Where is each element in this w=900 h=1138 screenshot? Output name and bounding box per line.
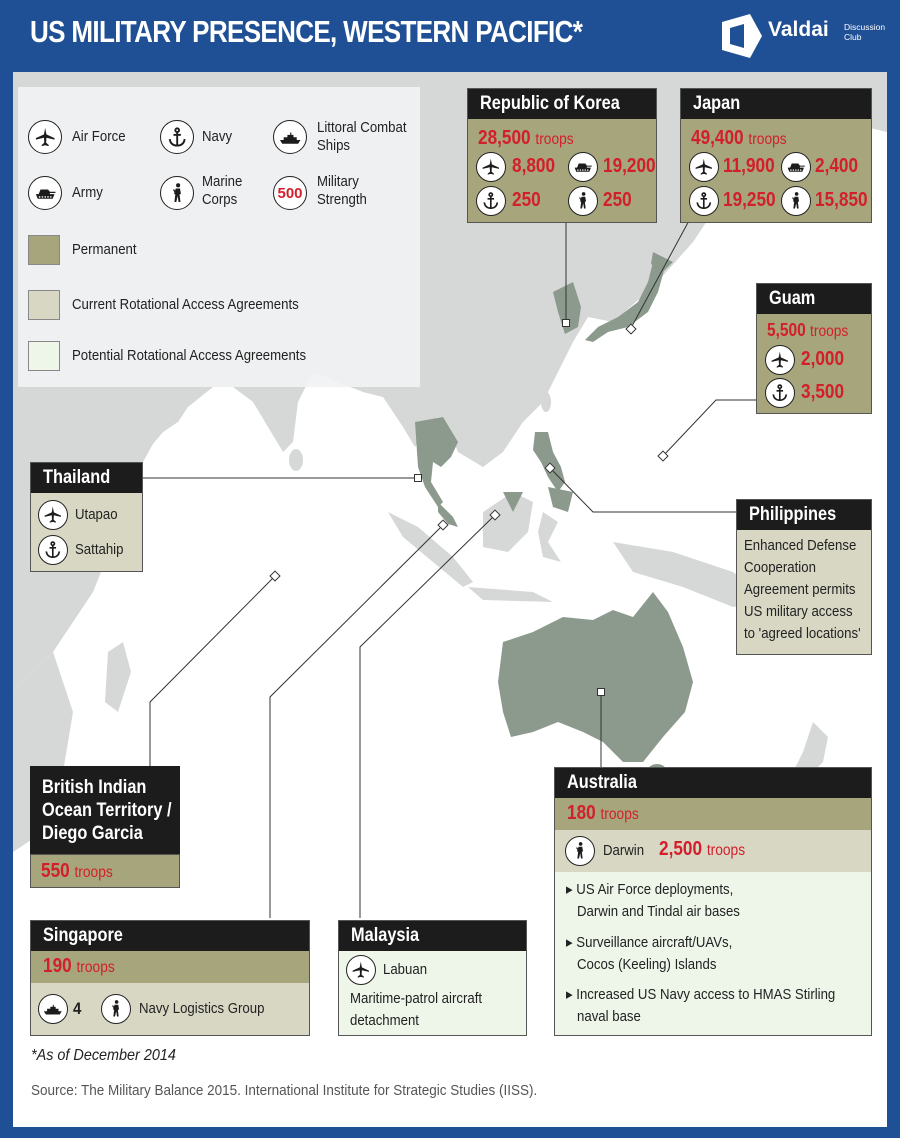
- thailand-title: Thailand: [31, 463, 142, 493]
- legend-air-force-label: Air Force: [72, 128, 126, 145]
- japan-body: [681, 119, 871, 222]
- guam-air-icon: [765, 345, 795, 375]
- australia-darwin-troops: 2,500 troops: [659, 838, 746, 860]
- japan-title: Japan: [681, 89, 871, 119]
- thailand-navy-base: Sattahip: [75, 541, 124, 558]
- legend-marine-icon: [160, 176, 194, 210]
- diego-title-2: Ocean Territory /: [42, 800, 172, 821]
- singapore-troops: 190 troops: [43, 955, 115, 977]
- singapore-body: [31, 983, 309, 1035]
- korea-navy-icon: [476, 186, 506, 216]
- australia-title: Australia: [555, 768, 871, 798]
- legend-littoral-ship-icon: [273, 120, 307, 154]
- philippines-title: Philippines: [737, 500, 871, 530]
- korea-army-icon: [568, 152, 598, 182]
- philippines-line-3: Agreement permits: [744, 581, 856, 598]
- philippines-line-5: to 'agreed locations': [744, 625, 861, 642]
- australia-bullet-3: ▸ Increased US Navy access to HMAS Stirling naval base: [566, 986, 836, 1025]
- guam-troops: 5,500 troops: [767, 320, 849, 340]
- legend-littoral-label-2: Ships: [317, 137, 351, 154]
- korea-box: [467, 88, 657, 223]
- australia-notes: [555, 872, 871, 1035]
- thailand-navy-icon: [38, 535, 68, 565]
- australia-bullet-2: ▸ Surveillance aircraft/UAVs, Cocos (Keeling) Islands: [566, 934, 733, 973]
- thailand-air-base: Utapao: [75, 506, 118, 523]
- singapore-title: Singapore: [31, 921, 309, 951]
- legend-navy-icon: [160, 120, 194, 154]
- singapore-marine-icon: [101, 994, 131, 1024]
- philippines-body: [737, 530, 871, 654]
- japan-army-icon: [781, 152, 811, 182]
- korea-body: [468, 119, 656, 222]
- legend-permanent-label: Permanent: [72, 241, 137, 258]
- australia-box: [554, 767, 872, 1036]
- legend-strength-sample: 500: [273, 176, 307, 210]
- japan-air-value: 11,900: [723, 155, 775, 177]
- guam-body: [757, 314, 871, 413]
- legend-littoral-label-1: Littoral Combat: [317, 119, 407, 136]
- guam-air-value: 2,000: [801, 348, 845, 370]
- legend-permanent-swatch: [28, 235, 60, 265]
- singapore-ship-icon: [38, 994, 68, 1024]
- malaysia-body: [339, 951, 526, 1035]
- legend-air-force-icon: [28, 120, 62, 154]
- japan-marine-icon: [781, 186, 811, 216]
- singapore-troops-band: [31, 951, 309, 983]
- korea-marine-value: 250: [603, 189, 632, 211]
- australia-troops-band: [555, 798, 871, 830]
- australia-troops: 180 troops: [567, 802, 639, 824]
- legend-strength-label-2: Strength: [317, 191, 367, 208]
- singapore-box: [30, 920, 310, 1036]
- korea-air-icon: [476, 152, 506, 182]
- legend-current-label: Current Rotational Access Agreements: [72, 296, 299, 313]
- sri-lanka: [289, 449, 303, 471]
- singapore-ships-count: 4: [73, 999, 82, 1018]
- legend-potential-label: Potential Rotational Access Agreements: [72, 347, 307, 364]
- philippines-line-1: Enhanced Defense: [744, 537, 857, 554]
- guam-navy-value: 3,500: [801, 381, 845, 403]
- legend-strength-label-1: Military: [317, 173, 359, 190]
- singapore-group: Navy Logistics Group: [139, 1000, 265, 1017]
- legend-army-icon: [28, 176, 62, 210]
- guam-box: [756, 283, 872, 414]
- malaysia-box: [338, 920, 527, 1036]
- logo-sub-1: Discussion: [844, 22, 886, 32]
- korea-army-value: 19,200: [603, 155, 656, 177]
- header: [0, 0, 900, 72]
- guam-navy-icon: [765, 378, 795, 408]
- legend: [18, 87, 420, 387]
- japan-navy-icon: [689, 186, 719, 216]
- malaysia-air-base: Labuan: [383, 961, 428, 978]
- australia-bullet-1: ▸ US Air Force deployments, Darwin and Tindal air bases: [566, 881, 740, 920]
- source: Source: The Military Balance 2015. International Institute for Strategic Studies (IISS).: [31, 1082, 538, 1099]
- malaysia-title: Malaysia: [339, 921, 526, 951]
- philippines-line-2: Cooperation: [744, 559, 816, 576]
- legend-potential-swatch: [28, 341, 60, 371]
- japan-air-icon: [689, 152, 719, 182]
- page-title: US MILITARY PRESENCE, WESTERN PACIFIC*: [30, 14, 583, 49]
- legend-navy-label: Navy: [202, 128, 233, 145]
- australia-marine-icon: [565, 836, 595, 866]
- logo-text: Valdai: [768, 18, 829, 41]
- philippines-line-4: US military access: [744, 603, 853, 620]
- logo-sub-2: Club: [844, 32, 862, 42]
- philippines-box: [736, 499, 872, 655]
- legend-current-swatch: [28, 290, 60, 320]
- taiwan: [541, 392, 551, 412]
- malaysia-air-icon: [346, 955, 376, 985]
- malaysia-line-2: detachment: [350, 1012, 419, 1029]
- thailand-air-icon: [38, 500, 68, 530]
- malaysia-line-1: Maritime-patrol aircraft: [350, 990, 483, 1007]
- diego-body: [30, 854, 180, 888]
- diego-troops: 550 troops: [41, 860, 113, 882]
- diego-title-3: Diego Garcia: [42, 823, 143, 844]
- thailand-marker: [414, 474, 422, 482]
- diego-title-1: British Indian: [42, 777, 147, 798]
- korea-title: Republic of Korea: [468, 89, 656, 119]
- thailand-box: [30, 462, 143, 572]
- japan-army-value: 2,400: [815, 155, 859, 177]
- korea-air-value: 8,800: [512, 155, 556, 177]
- japan-navy-value: 19,250: [723, 189, 776, 211]
- map-canvas: [13, 72, 887, 1127]
- legend-marine-label-1: Marine: [202, 173, 243, 190]
- japan-marine-value: 15,850: [815, 189, 868, 211]
- australia-darwin-band: [555, 830, 871, 872]
- footnote: *As of December 2014: [31, 1047, 176, 1064]
- japan-troops: 49,400 troops: [691, 127, 787, 149]
- logo-subtext: [844, 22, 885, 42]
- australia-marker: [597, 688, 605, 696]
- korea-troops: 28,500 troops: [478, 127, 574, 149]
- legend-marine-label-2: Corps: [202, 191, 238, 208]
- korea-navy-value: 250: [512, 189, 541, 211]
- diego-title: [30, 766, 180, 854]
- diego-garcia-box: [30, 766, 180, 888]
- australia-darwin: Darwin: [603, 842, 645, 859]
- japan-box: [680, 88, 872, 223]
- guam-title: Guam: [757, 284, 871, 314]
- korea-marker: [562, 319, 570, 327]
- legend-army-label: Army: [72, 184, 103, 201]
- korea-marine-icon: [568, 186, 598, 216]
- thailand-body: [31, 493, 142, 571]
